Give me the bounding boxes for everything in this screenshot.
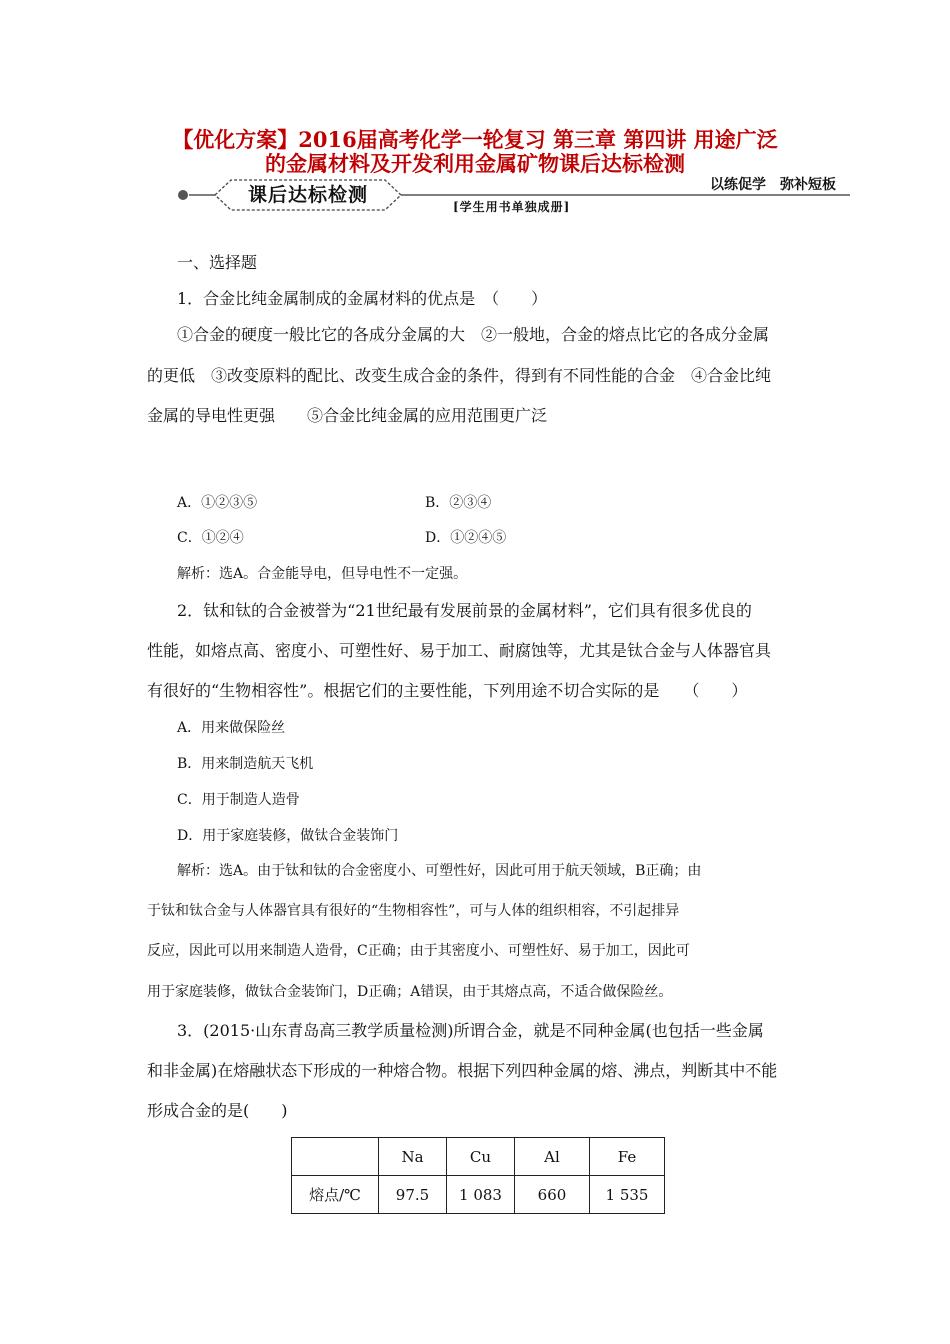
q2-analysis-line: 用于家庭装修，做钛合金装饰门，D正确；A错误，由于其熔点高，不适合做保险丝。 [147, 984, 673, 1000]
table-cell: 1 083 [447, 1176, 515, 1214]
table-cell: 97.5 [379, 1176, 447, 1214]
table-header-cell: Na [379, 1138, 447, 1176]
table-cell: 660 [515, 1176, 590, 1214]
q2-option-d: D．用于家庭装修，做钛合金装饰门 [177, 828, 399, 844]
q1-option-c: C．①②④ [177, 530, 244, 546]
table-cell: 1 535 [590, 1176, 665, 1214]
q2-option-b: B．用来制造航天飞机 [177, 756, 314, 772]
banner-label: 课后达标检测 [247, 184, 368, 206]
q1-option-b: B．②③④ [425, 495, 492, 511]
table-header-row [292, 1138, 665, 1176]
table-header-cell: Al [515, 1138, 590, 1176]
q1-statement-line: ①合金的硬度一般比它的各成分金属的大 ②一般地，合金的熔点比它的各成分金属 [177, 325, 770, 344]
q1-analysis: 解析：选A。合金能导电，但导电性不一定强。 [177, 566, 468, 582]
banner-slogan: 以练促学 弥补短板 [710, 177, 836, 193]
banner-subtitle: [学生用书单独成册] [453, 200, 571, 214]
q3-stem-line: 形成合金的是( ) [147, 1101, 288, 1120]
section-banner [175, 176, 850, 216]
q1-statement-line: 的更低 ③改变原料的配比、改变生成合金的条件，得到有不同性能的合金 ④合金比纯 [147, 366, 772, 385]
q2-analysis-line: 于钛和钛合金与人体器官具有很好的“生物相容性”，可与人体的组织相容，不引起排异 [147, 903, 680, 919]
q1-statement-line: 金属的导电性更强 ⑤合金比纯金属的应用范围更广泛 [147, 406, 548, 425]
table-header-cell: Cu [447, 1138, 515, 1176]
melting-point-table [291, 1137, 665, 1214]
q2-option-c: C．用于制造人造骨 [177, 792, 300, 808]
table-header-cell [292, 1138, 379, 1176]
table-header-cell: Fe [590, 1138, 665, 1176]
q2-analysis-line: 解析：选A。由于钛和钛的合金密度小、可塑性好，因此可用于航天领域，B正确；由 [177, 863, 702, 879]
document-title-line-1: 【优化方案】2016届高考化学一轮复习 第三章 第四讲 用途广泛 [172, 127, 778, 152]
q3-stem-line: 和非金属)在熔融状态下形成的一种熔合物。根据下列四种金属的熔、沸点，判断其中不能 [147, 1061, 778, 1080]
table-row [292, 1176, 665, 1214]
q2-stem-line: 性能，如熔点高、密度小、可塑性好、易于加工、耐腐蚀等，尤其是钛合金与人体器官具 [147, 641, 772, 660]
q2-analysis-line: 反应，因此可以用来制造人造骨，C正确；由于其密度小、可塑性好、易于加工，因此可 [147, 943, 690, 959]
document-title-line-2: 的金属材料及开发利用金属矿物课后达标检测 [265, 151, 685, 176]
q1-option-a: A．①②③⑤ [177, 495, 258, 511]
section-heading: 一、选择题 [177, 253, 258, 272]
q2-stem-line: 2．钛和钛的合金被誉为“21世纪最有发展前景的金属材料”，它们具有很多优良的 [177, 601, 752, 620]
table-row-label: 熔点/℃ [292, 1176, 379, 1214]
q3-stem-line: 3．(2015·山东青岛高三教学质量检测)所谓合金，就是不同种金属(也包括一些金属 [177, 1021, 764, 1040]
q2-stem-line: 有很好的“生物相容性”。根据它们的主要性能，下列用途不切合实际的是 （ ） [147, 681, 748, 700]
q2-option-a: A．用来做保险丝 [177, 720, 286, 736]
q1-stem: 1．合金比纯金属制成的金属材料的优点是 （ ） [177, 289, 548, 308]
q1-option-d: D．①②④⑤ [425, 530, 507, 546]
